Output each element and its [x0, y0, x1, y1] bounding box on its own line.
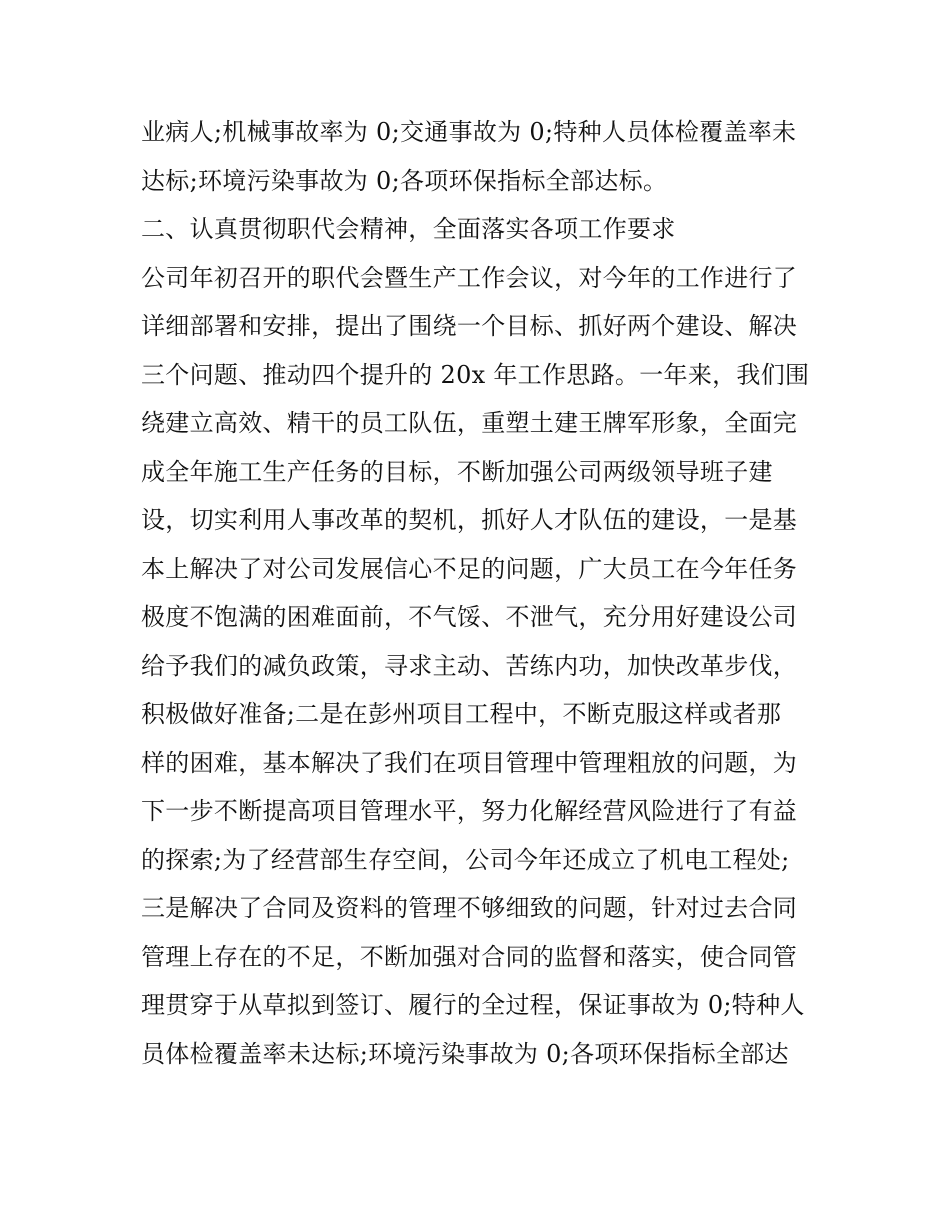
text-line: 三是解决了合同及资料的管理不够细致的问题，针对过去合同 — [141, 894, 798, 922]
text-line: 业病人;机械事故率为 0;交通事故为 0;特种人员体检覆盖率未 — [141, 118, 797, 146]
text-line: 本上解决了对公司发展信心不足的问题，广大员工在今年任务 — [141, 554, 798, 583]
text-line: 设，切实利用人事改革的契机，抓好人才队伍的建设，一是基 — [141, 506, 798, 534]
text-line: 样的困难，基本解决了我们在项目管理中管理粗放的问题，为 — [141, 748, 798, 777]
text-line: 的探索;为了经营部生存空间，公司今年还成立了机电工程处; — [141, 845, 790, 874]
text-line: 成全年施工生产任务的目标，不断加强公司两级领导班子建 — [141, 457, 773, 486]
text-line: 员体检覆盖率未达标;环境污染事故为 0;各项环保指标全部达 — [141, 1039, 789, 1068]
text-line: 详细部署和安排，提出了围绕一个目标、抓好两个建设、解决 — [141, 312, 798, 340]
section-heading: 二、认真贯彻职代会精神，全面落实各项工作要求 — [141, 215, 676, 243]
text-line: 公司年初召开的职代会暨生产工作会议，对今年的工作进行了 — [141, 263, 798, 292]
text-line: 给予我们的减负政策，寻求主动、苦练内功，加快改革步伐， — [141, 651, 798, 680]
text-line: 积极做好准备;二是在彭州项目工程中，不断克服这样或者那 — [141, 700, 782, 728]
text-line: 达标;环境污染事故为 0;各项环保指标全部达标。 — [141, 166, 668, 195]
text-line: 极度不饱满的困难面前，不气馁、不泄气，充分用好建设公司 — [141, 603, 798, 631]
text-line: 绕建立高效、精干的员工队伍，重塑土建王牌军形象，全面完 — [141, 409, 798, 437]
text-line: 下一步不断提高项目管理水平，努力化解经营风险进行了有益 — [141, 797, 798, 825]
text-line: 三个问题、推动四个提升的 20x 年工作思路。一年来，我们围 — [141, 360, 810, 389]
document-body-text — [141, 108, 821, 1078]
text-line: 理贯穿于从草拟到签订、履行的全过程，保证事故为 0;特种人 — [141, 991, 805, 1019]
text-line: 管理上存在的不足，不断加强对合同的监督和落实，使合同管 — [141, 942, 798, 971]
